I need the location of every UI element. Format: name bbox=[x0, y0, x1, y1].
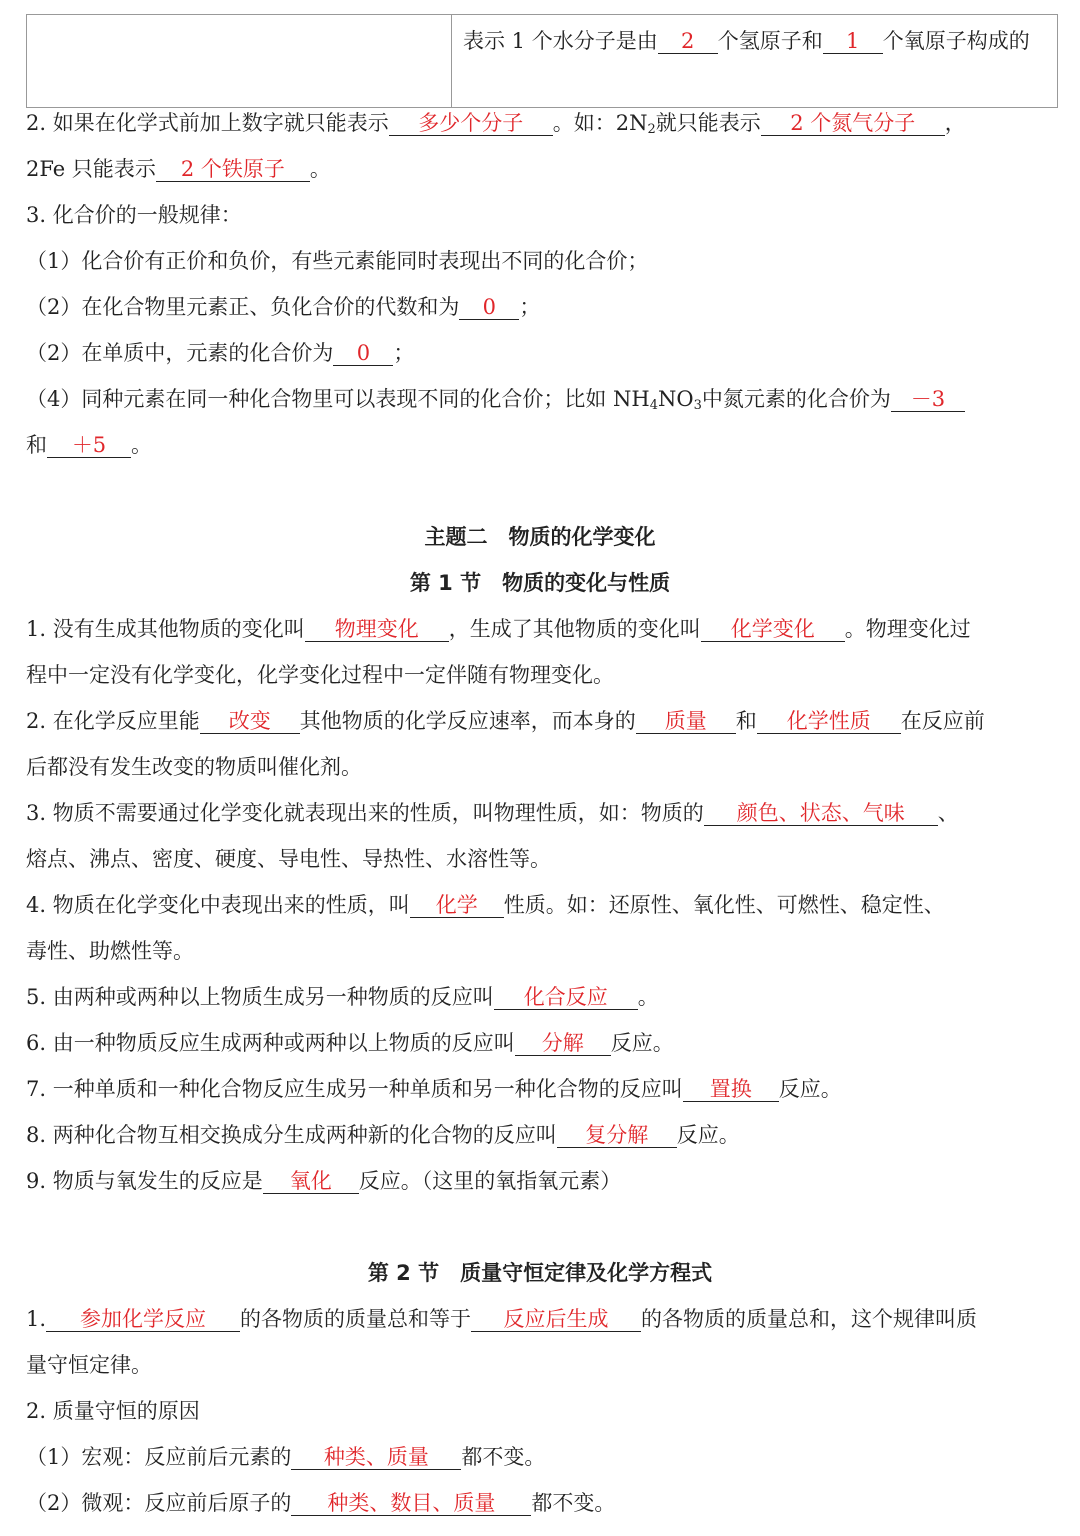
text: 4. 物质在化学变化中表现出来的性质，叫 bbox=[26, 893, 410, 917]
text: 。 bbox=[309, 157, 331, 181]
text: 1. 没有生成其他物质的变化叫 bbox=[26, 617, 305, 641]
paragraph-line: 3. 化合价的一般规律： bbox=[26, 203, 242, 227]
paragraph-line bbox=[26, 154, 331, 184]
subscript: 3 bbox=[693, 398, 702, 413]
paragraph-line bbox=[26, 108, 966, 138]
text: 。如：2N bbox=[552, 111, 648, 135]
table-cell-text: 个氢原子和 bbox=[717, 29, 823, 53]
text: （2）微观：反应前后原子的 bbox=[26, 1491, 292, 1515]
table-cell-text: 表示 1 个水分子是由 bbox=[463, 29, 658, 53]
text: 反应。（这里的氧指氧元素） bbox=[358, 1169, 622, 1193]
text: 1. bbox=[26, 1307, 47, 1331]
text: ， bbox=[944, 111, 966, 135]
answer-blank: 复分解 bbox=[557, 1123, 677, 1148]
paragraph-line bbox=[26, 1488, 615, 1518]
text: 性质。如：还原性、氧化性、可燃性、稳定性、 bbox=[503, 893, 945, 917]
water-molecule-table bbox=[26, 14, 1058, 108]
answer-blank: 种类、质量 bbox=[291, 1445, 461, 1470]
paragraph-line bbox=[26, 292, 540, 322]
text: 、 bbox=[937, 801, 959, 825]
text: 和 bbox=[735, 709, 757, 733]
section-title: 第 2 节 质量守恒定律及化学方程式 bbox=[367, 1261, 713, 1285]
text: 3. 物质不需要通过化学变化就表现出来的性质，叫物理性质，如：物质的 bbox=[26, 801, 704, 825]
text: 就只能表示 bbox=[655, 111, 761, 135]
text: （4）同种元素在同一种化合物里可以表现不同的化合价；比如 NH bbox=[26, 387, 650, 411]
section-title: 第 1 节 物质的变化与性质 bbox=[409, 571, 671, 595]
answer-blank: 颜色、状态、气味 bbox=[704, 801, 938, 826]
text: （2）在化合物里元素正、负化合价的代数和为 bbox=[26, 295, 460, 319]
answer-blank: 2 个氮气分子 bbox=[761, 111, 945, 136]
answer-blank: 化学 bbox=[410, 893, 504, 918]
text: 。 bbox=[637, 985, 659, 1009]
answer-blank: 化学性质 bbox=[757, 709, 901, 734]
paragraph-line bbox=[26, 1120, 740, 1150]
paragraph-line: 2. 质量守恒的原因 bbox=[26, 1399, 200, 1423]
answer-blank: 多少个分子 bbox=[389, 111, 553, 136]
paragraph-line bbox=[26, 614, 971, 644]
paragraph-line bbox=[26, 1028, 674, 1058]
answer-blank: 置换 bbox=[683, 1077, 779, 1102]
text: 和 bbox=[26, 433, 47, 457]
answer-blank: 种类、数目、质量 bbox=[291, 1491, 531, 1516]
paragraph-line: 后都没有发生改变的物质叫催化剂。 bbox=[26, 755, 362, 779]
answer-blank: 2 个铁原子 bbox=[156, 157, 310, 182]
text: 6. 由一种物质反应生成两种或两种以上物质的反应叫 bbox=[26, 1031, 515, 1055]
text: 9. 物质与氧发生的反应是 bbox=[26, 1169, 263, 1193]
text: ； bbox=[393, 341, 415, 365]
paragraph-line bbox=[26, 1074, 842, 1104]
text: 其他物质的化学反应速率，而本身的 bbox=[299, 709, 636, 733]
answer-blank: 化学变化 bbox=[701, 617, 845, 642]
text: ； bbox=[519, 295, 541, 319]
table-cell-text: 个氧原子构成的 bbox=[882, 29, 1030, 53]
subscript: 4 bbox=[649, 398, 659, 413]
answer-blank: 0 bbox=[459, 295, 519, 320]
table-cell-water-molecule bbox=[463, 19, 1053, 63]
answer-blank: 质量 bbox=[636, 709, 736, 734]
text: 都不变。 bbox=[531, 1491, 616, 1515]
paragraph-line bbox=[26, 430, 152, 460]
paragraph-line bbox=[26, 798, 959, 828]
paragraph-line bbox=[26, 706, 985, 736]
answer-blank: 反应后生成 bbox=[471, 1307, 641, 1332]
text: （1）宏观：反应前后元素的 bbox=[26, 1445, 292, 1469]
answer-blank: ＋5 bbox=[47, 433, 131, 458]
paragraph-line: 程中一定没有化学变化，化学变化过程中一定伴随有物理变化。 bbox=[26, 663, 614, 687]
answer-blank: 氧化 bbox=[263, 1169, 359, 1194]
subscript: 2 bbox=[647, 122, 656, 137]
paragraph-line bbox=[26, 1166, 621, 1196]
text: 7. 一种单质和一种化合物反应生成另一种单质和另一种化合物的反应叫 bbox=[26, 1077, 683, 1101]
topic-title: 主题二 物质的化学变化 bbox=[424, 525, 656, 549]
text: 8. 两种化合物互相交换成分生成两种新的化合物的反应叫 bbox=[26, 1123, 557, 1147]
answer-blank: 化合反应 bbox=[494, 985, 638, 1010]
paragraph-line bbox=[26, 890, 945, 920]
text: ，生成了其他物质的变化叫 bbox=[448, 617, 701, 641]
text: 5. 由两种或两种以上物质生成另一种物质的反应叫 bbox=[26, 985, 494, 1009]
text: （2）在单质中，元素的化合价为 bbox=[26, 341, 334, 365]
answer-blank: 改变 bbox=[200, 709, 300, 734]
text: 都不变。 bbox=[461, 1445, 546, 1469]
answer-blank: 1 bbox=[823, 29, 883, 54]
text: 。 bbox=[131, 433, 152, 457]
answer-blank: 0 bbox=[333, 341, 393, 366]
table-divider bbox=[451, 15, 452, 107]
paragraph-line bbox=[26, 1304, 977, 1334]
answer-blank: 物理变化 bbox=[305, 617, 449, 642]
paragraph-line bbox=[26, 982, 659, 1012]
text: 反应。 bbox=[610, 1031, 674, 1055]
text: 反应。 bbox=[778, 1077, 842, 1101]
answer-blank: －3 bbox=[891, 387, 965, 412]
text: NO bbox=[658, 387, 694, 411]
text: 的各物质的质量总和等于 bbox=[240, 1307, 472, 1331]
text: 的各物质的质量总和，这个规律叫质 bbox=[641, 1307, 978, 1331]
text: 在反应前 bbox=[900, 709, 985, 733]
text: 2. 在化学反应里能 bbox=[26, 709, 200, 733]
text: 中氮元素的化合价为 bbox=[701, 387, 891, 411]
text: 2. 如果在化学式前加上数字就只能表示 bbox=[26, 111, 389, 135]
answer-blank: 分解 bbox=[515, 1031, 611, 1056]
paragraph-line: 熔点、沸点、密度、硬度、导电性、导热性、水溶性等。 bbox=[26, 847, 551, 871]
paragraph-line bbox=[26, 1442, 545, 1472]
text: 反应。 bbox=[676, 1123, 740, 1147]
paragraph-line bbox=[26, 338, 414, 368]
paragraph-line bbox=[26, 384, 965, 414]
paragraph-line: （1）化合价有正价和负价，有些元素能同时表现出不同的化合价； bbox=[26, 249, 649, 273]
text: 2Fe 只能表示 bbox=[26, 157, 156, 181]
paragraph-line: 量守恒定律。 bbox=[26, 1353, 152, 1377]
answer-blank: 2 bbox=[658, 29, 718, 54]
answer-blank: 参加化学反应 bbox=[46, 1307, 240, 1332]
paragraph-line: 毒性、助燃性等。 bbox=[26, 939, 194, 963]
text: 。物理变化过 bbox=[844, 617, 971, 641]
